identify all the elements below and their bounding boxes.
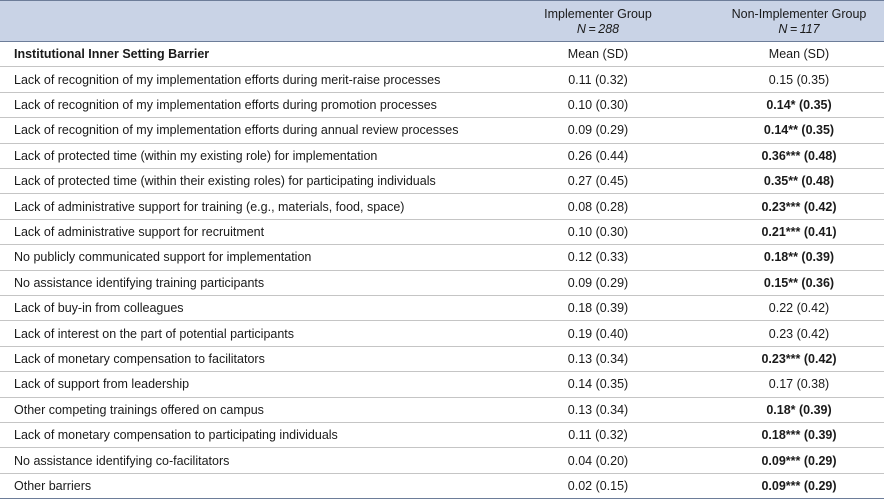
barrier-label: Other competing trainings offered on campus xyxy=(14,402,264,417)
implementer-value: 0.13 (0.34) xyxy=(567,402,629,417)
barrier-label: Lack of interest on the part of potential participants xyxy=(14,326,295,341)
implementer-value: 0.10 (0.30) xyxy=(567,97,629,112)
subheader-row xyxy=(0,42,884,67)
implementer-value: 0.11 (0.32) xyxy=(568,72,628,87)
non-implementer-value: 0.09*** (0.29) xyxy=(761,478,837,493)
table-row xyxy=(0,347,884,372)
header-implementer-name: Implementer Group xyxy=(544,7,652,21)
barrier-label: Lack of monetary compensation to participating individuals xyxy=(14,428,338,443)
implementer-value: 0.18 (0.39) xyxy=(567,301,629,316)
table-row xyxy=(0,423,884,448)
barrier-label: Lack of protected time (within my existing role) for implementation xyxy=(14,148,378,163)
implementer-value: 0.10 (0.30) xyxy=(567,224,629,239)
table-row xyxy=(0,194,884,219)
table-row xyxy=(0,245,884,270)
barrier-label: No assistance identifying training participants xyxy=(14,275,265,290)
non-implementer-value: 0.23 (0.42) xyxy=(768,326,830,341)
table-row xyxy=(0,169,884,194)
table-row xyxy=(0,372,884,397)
barrier-label: No assistance identifying co-facilitators xyxy=(14,453,230,468)
non-implementer-value: 0.35** (0.48) xyxy=(763,174,835,189)
header-implementer-n: N = 288 xyxy=(576,22,620,36)
non-implementer-value: 0.15** (0.36) xyxy=(763,275,835,290)
subheader-label: Institutional Inner Setting Barrier xyxy=(14,47,210,62)
barrier-label: Lack of recognition of my implementation efforts during merit-raise processes xyxy=(14,72,441,87)
non-implementer-value: 0.23*** (0.42) xyxy=(761,199,837,214)
header-implementer xyxy=(518,7,678,37)
header-non-implementer-name: Non-Implementer Group xyxy=(731,7,867,21)
non-implementer-value: 0.22 (0.42) xyxy=(768,301,830,316)
subheader-col2: Mean (SD) xyxy=(768,47,830,62)
table-row xyxy=(0,321,884,346)
non-implementer-value: 0.18** (0.39) xyxy=(763,250,835,265)
implementer-value: 0.02 (0.15) xyxy=(567,478,629,493)
barrier-label: Lack of protected time (within their existing roles) for participating individuals xyxy=(14,174,436,189)
barrier-label: Other barriers xyxy=(14,478,92,493)
implementer-value: 0.26 (0.44) xyxy=(567,148,629,163)
non-implementer-value: 0.23*** (0.42) xyxy=(761,351,837,366)
implementer-value: 0.13 (0.34) xyxy=(567,351,629,366)
non-implementer-value: 0.36*** (0.48) xyxy=(761,148,837,163)
table-row xyxy=(0,296,884,321)
non-implementer-value: 0.14** (0.35) xyxy=(763,123,835,138)
barrier-label: No publicly communicated support for implementation xyxy=(14,250,312,265)
implementer-value: 0.27 (0.45) xyxy=(567,174,629,189)
header-non-implementer-n: N = 117 xyxy=(778,22,820,36)
non-implementer-value: 0.14* (0.35) xyxy=(766,97,832,112)
table-row xyxy=(0,448,884,473)
non-implementer-value: 0.18*** (0.39) xyxy=(761,428,837,443)
barrier-label: Lack of monetary compensation to facilitators xyxy=(14,351,265,366)
implementer-value: 0.14 (0.35) xyxy=(567,377,629,392)
header-non-implementer xyxy=(724,7,874,37)
table-row xyxy=(0,474,884,499)
barrier-label: Lack of recognition of my implementation efforts during promotion processes xyxy=(14,97,437,112)
table-row xyxy=(0,220,884,245)
table-header xyxy=(0,0,884,42)
non-implementer-value: 0.17 (0.38) xyxy=(768,377,830,392)
implementer-value: 0.08 (0.28) xyxy=(567,199,629,214)
implementer-value: 0.12 (0.33) xyxy=(567,250,629,265)
table-row xyxy=(0,398,884,423)
barrier-label: Lack of buy-in from colleagues xyxy=(14,301,184,316)
non-implementer-value: 0.09*** (0.29) xyxy=(761,453,837,468)
subheader-col1: Mean (SD) xyxy=(567,47,629,62)
non-implementer-value: 0.18* (0.39) xyxy=(766,402,832,417)
barrier-label: Lack of support from leadership xyxy=(14,377,190,392)
barrier-label: Lack of recognition of my implementation efforts during annual review processes xyxy=(14,123,459,138)
barrier-label: Lack of administrative support for recruitment xyxy=(14,224,265,239)
barrier-label: Lack of administrative support for training (e.g., materials, food, space) xyxy=(14,199,405,214)
implementer-value: 0.09 (0.29) xyxy=(567,123,629,138)
implementer-value: 0.11 (0.32) xyxy=(568,428,628,443)
table-row xyxy=(0,271,884,296)
implementer-value: 0.04 (0.20) xyxy=(567,453,629,468)
table-row xyxy=(0,67,884,92)
non-implementer-value: 0.21*** (0.41) xyxy=(761,224,837,239)
table-row xyxy=(0,118,884,143)
non-implementer-value: 0.15 (0.35) xyxy=(768,72,830,87)
table-row xyxy=(0,144,884,169)
implementer-value: 0.09 (0.29) xyxy=(567,275,629,290)
table-row xyxy=(0,93,884,118)
implementer-value: 0.19 (0.40) xyxy=(567,326,629,341)
